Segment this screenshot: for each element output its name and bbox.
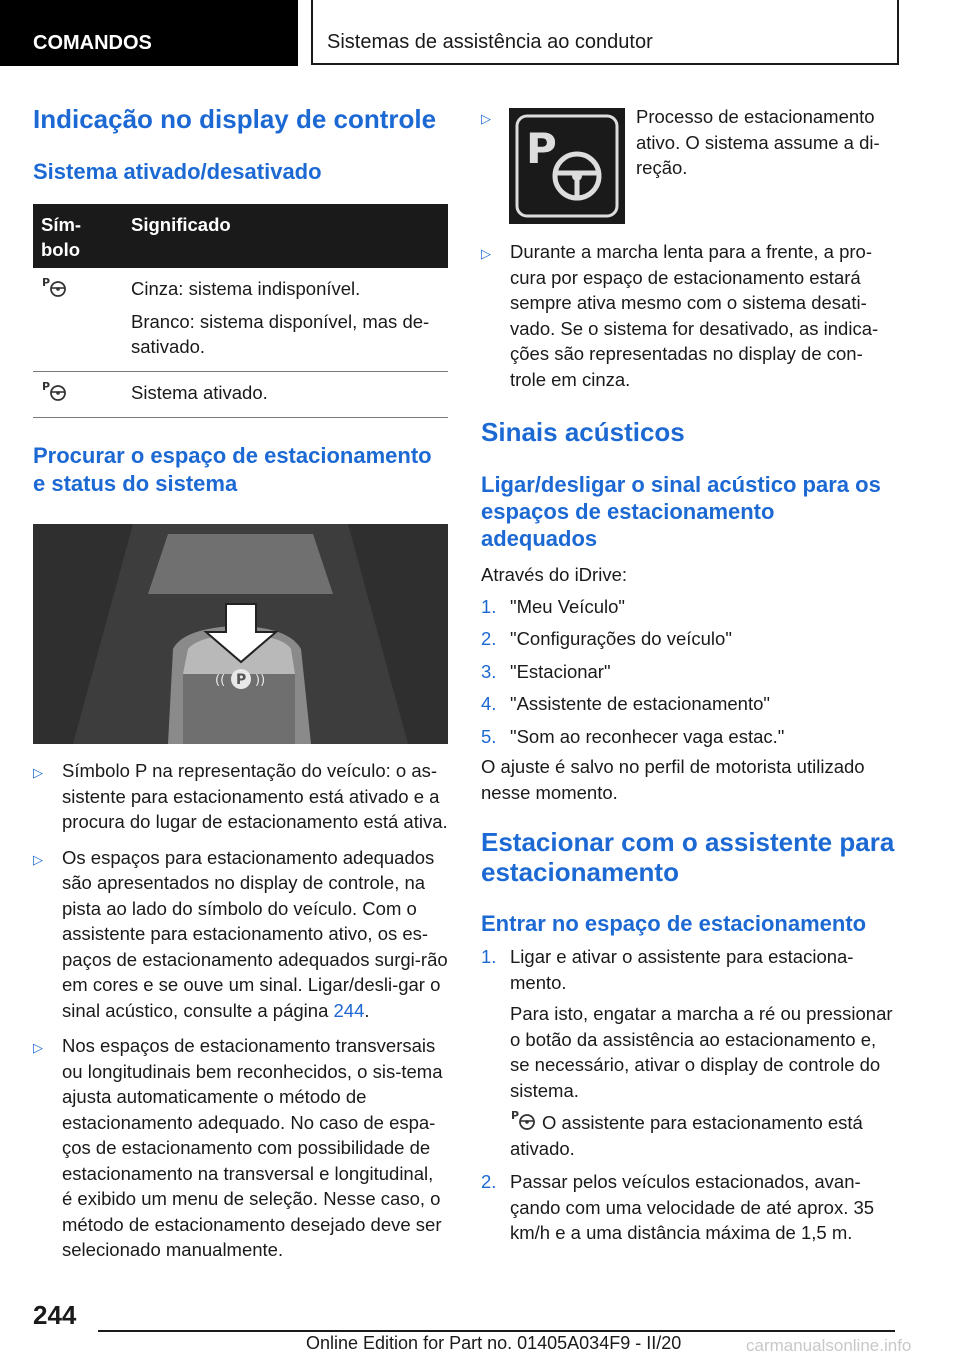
parking-display-illustration: [33, 524, 448, 744]
intro-text: Através do iDrive:: [481, 564, 627, 585]
step-note: [510, 1109, 895, 1161]
step-note-text: O assistente para estacionamento está ativado.: [510, 1112, 863, 1159]
list-item: [481, 944, 895, 1161]
triangle-bullet-icon: ▷: [33, 1040, 43, 1055]
page-number: 244: [33, 1300, 77, 1330]
list-item: [33, 1033, 448, 1263]
list-item: [481, 626, 895, 652]
step-number: 4.: [481, 693, 497, 714]
note-text: O ajuste é salvo no perfil de motorista utilizado nesse momento.: [481, 756, 865, 803]
display-graphic: [33, 524, 448, 744]
ordered-list: [481, 944, 895, 1246]
table-header-symbol: Sím-bolo: [33, 204, 123, 268]
list-item: [481, 691, 895, 717]
svg-text:P: P: [42, 380, 51, 393]
watermark: carmanualsonline.info: [746, 1336, 912, 1355]
list-item: [481, 594, 895, 620]
ordered-list: [481, 594, 895, 750]
step-detail: Para isto, engatar a marcha a ré ou pressionar o botão da assistência ao estacionamento e, se necessário, ativar o display de controle do sistema.: [510, 1003, 893, 1101]
subsection-title: Sistema ativado/desativado: [33, 159, 322, 184]
list-item: [481, 659, 895, 685]
triangle-bullet-icon: ▷: [481, 246, 491, 261]
triangle-bullet-icon: ▷: [33, 765, 43, 780]
meaning-gray: Cinza: sistema indisponível.: [131, 278, 361, 299]
step-text: Passar pelos veículos estacionados, avan-çando com uma velocidade de até aprox. 35 km/h e a uma distância máxima de 1,5 m.: [510, 1171, 875, 1243]
svg-text:P: P: [526, 124, 557, 173]
step-text: "Meu Veículo": [510, 595, 625, 617]
section-title: Indicação no display de controle: [33, 104, 437, 134]
section-label: COMANDOS: [33, 32, 152, 54]
table-header-meaning: Significado: [123, 204, 448, 268]
section-title: Estacionar com o assistente para estacionamento: [481, 827, 895, 887]
subsection-title: Entrar no espaço de estacionamento: [481, 911, 867, 936]
right-column: [481, 104, 895, 1246]
svg-text:((: ((: [215, 673, 226, 688]
list-item: [481, 104, 895, 228]
list-item: [481, 239, 895, 392]
edition-text: Online Edition for Part no. 01405A034F9 - II/20: [306, 1333, 682, 1353]
page-reference-link[interactable]: 244: [333, 999, 365, 1021]
meaning-cell: [123, 372, 448, 418]
list-item: [481, 1169, 895, 1246]
chapter-label: Sistemas de assistência ao condutor: [327, 31, 653, 53]
icon-description: Processo de estacionamento ativo. O sistema assume a di-reção.: [636, 106, 880, 178]
list-item: [481, 724, 895, 750]
symbol-cell: [33, 372, 123, 418]
step-text: "Configurações do veículo": [510, 628, 732, 649]
subsection-title: Procurar o espaço de estacionamento e status do sistema: [33, 443, 432, 496]
parking-assistant-active-icon: [510, 1109, 538, 1131]
bullet-text: Os espaços para estacionamento adequados são apresentados no display de controle, na pista ao lado do símbolo do veículo. Com o assistente para estacionamento ativo, os es-paços de estacionamento adequados surgi-rão em cores e se ouve um sinal. Ligar/desli-gar o sinal acústico, consulte a página: [62, 846, 448, 1021]
left-column: [33, 104, 448, 1263]
bullet-text: Durante a marcha lenta para a frente, a pro-cura por espaço de estacionamento estará sempre ativa mesmo com o sistema desati-vado. Se o sistema for desativado, as indica-ções são representadas no display de con-trole em cinza.: [510, 241, 879, 390]
step-number: 5.: [481, 725, 497, 747]
chapter-tab: [311, 0, 899, 65]
section-tab: [0, 0, 298, 66]
meaning-cell: [123, 268, 448, 372]
symbol-table: [33, 204, 448, 418]
parking-active-large-icon: [509, 108, 625, 224]
subsection-title: Ligar/desligar o sinal acústico para os espaços de estacionamento adequados: [481, 472, 881, 551]
symbol-cell: [33, 268, 123, 372]
step-text: "Estacionar": [510, 660, 611, 682]
parking-assistant-active-icon: [41, 380, 69, 402]
table-row: [33, 268, 448, 372]
step-text: "Som ao reconhecer vaga estac.": [510, 725, 785, 747]
step-number: 2.: [481, 628, 497, 649]
svg-text:P: P: [236, 672, 247, 688]
footer-divider: [98, 1330, 895, 1332]
step-number: 2.: [481, 1171, 497, 1192]
table-row: [33, 372, 448, 418]
list-item: ▷ Os espaços para estacionamento adequados são apresentados no display de controle, na pista ao lado do símbolo do veículo. Com o assistente para estacionamento ativo, os es-paços de estacionamento adequados surgi-rão em cores e se ouve um sinal. Ligar/desli-gar o sinal acústico, consulte a página 244.: [33, 846, 448, 1021]
list-item: [33, 758, 448, 835]
triangle-bullet-icon: ▷: [481, 111, 491, 126]
svg-text:P: P: [511, 1109, 520, 1122]
step-text: Ligar e ativar o assistente para estaciona-mento.: [510, 946, 854, 993]
meaning-active: Sistema ativado.: [131, 382, 268, 403]
meaning-white: Branco: sistema disponível, mas de-sativado.: [131, 311, 430, 357]
svg-text:)): )): [255, 673, 266, 688]
bullet-list: [33, 758, 448, 1263]
triangle-bullet-icon: ▷: [33, 851, 43, 867]
svg-text:P: P: [42, 276, 51, 289]
parking-assistant-gray-icon: [41, 276, 69, 298]
step-number: 3.: [481, 660, 497, 682]
section-title: Sinais acústicos: [481, 417, 685, 447]
step-text: "Assistente de estacionamento": [510, 693, 770, 714]
page-header: [0, 0, 960, 66]
bullet-text: Símbolo P na representação do veículo: o as-sistente para estacionamento está ativado e a procura do lugar de estacionamento está ativa.: [62, 760, 448, 832]
step-number: 1.: [481, 595, 497, 617]
step-number: 1.: [481, 946, 497, 967]
bullet-text: Nos espaços de estacionamento transversais ou longitudinais bem reconhecidos, o sis-tema ajusta automaticamente o método de estacionamento adequado. No caso de espa-ços de estacionamento com possibilidade de estacionamento na transversal e longitudinal, é exibido um menu de seleção. Nesse caso, o método de estacionamento desejado deve ser selecionado manualmente.: [62, 1035, 443, 1260]
